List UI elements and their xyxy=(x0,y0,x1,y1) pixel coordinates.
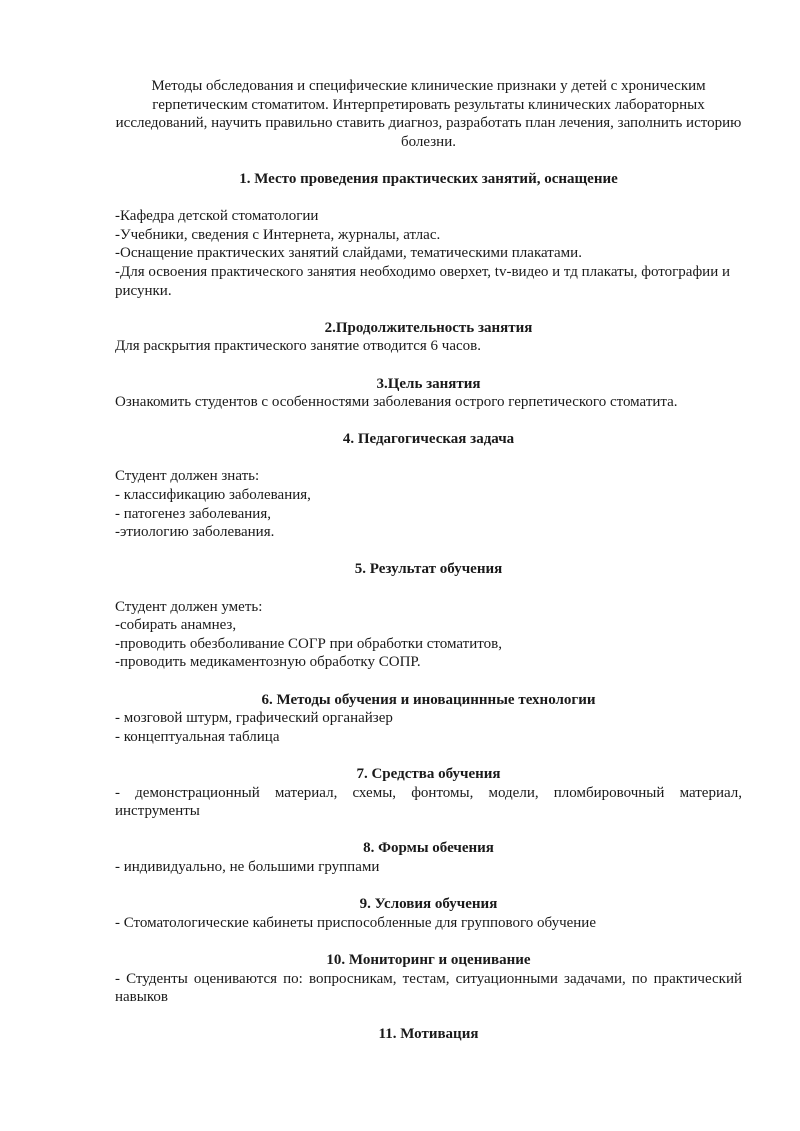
section-5-line-3: -проводить обезболивание СОГР при обработки стоматитов, xyxy=(115,635,502,652)
section-4-list xyxy=(115,467,742,541)
section-10-title: 10. Мониторинг и оценивание xyxy=(326,951,531,968)
section-2-title: 2.Продолжительность занятия xyxy=(324,319,533,336)
section-9-title: 9. Условия обучения xyxy=(359,896,498,913)
section-1-list xyxy=(115,207,742,300)
section-6-list xyxy=(115,709,742,746)
section-3-text: Ознакомить студентов с особенностями заболевания острого герпетического стоматита. xyxy=(115,394,678,411)
intro-paragraph: Методы обследования и специфические клинические признаки у детей с хроническим герпетическим стоматитом. Интерпретировать результаты клинических лабораторных исследований, научить правильно ставить диагноз, разработать план лечения, заполнить историю болезни. xyxy=(115,78,742,150)
section-4-line-3: - патогенез заболевания, xyxy=(115,505,271,522)
section-7-text: - демонстрационный материал, схемы, фонтомы, модели, пломбировочный материал, инструменты xyxy=(115,784,742,820)
section-1-line-4: -Для освоения практического занятия необходимо оверхет, tv-видео и тд плакаты, фотографии и рисунки. xyxy=(115,263,731,299)
section-4-line-2: - классификацию заболевания, xyxy=(115,487,311,504)
section-3-title: 3.Цель занятия xyxy=(376,375,481,392)
section-6-line-2: - концептуальная таблица xyxy=(115,728,280,745)
section-2-text: Для раскрытия практического занятие отводится 6 часов. xyxy=(115,338,481,355)
section-5-line-4: -проводить медикаментозную обработку СОПР. xyxy=(115,654,421,671)
section-8-title: 8. Формы обечения xyxy=(363,840,494,857)
section-1-line-2: -Учебники, сведения с Интернета, журналы, атлас. xyxy=(115,226,441,243)
section-5-line-2: -собирать анамнез, xyxy=(115,617,237,634)
section-7-title: 7. Средства обучения xyxy=(356,765,501,782)
section-5-list xyxy=(115,598,742,672)
section-6-title: 6. Методы обучения и иновациннные технологии xyxy=(261,691,596,708)
document-body xyxy=(115,77,742,1044)
section-1-line-1: -Кафедра детской стоматологии xyxy=(115,208,319,225)
section-4-title: 4. Педагогическая задача xyxy=(342,431,515,448)
section-6-line-1: - мозговой штурм, графический органайзер xyxy=(115,710,393,727)
section-1-title: 1. Место проведения практических занятий, оснащение xyxy=(239,170,618,187)
section-8-text: - индивидуально, не большими группами xyxy=(115,858,380,875)
section-1-line-3: -Оснащение практических занятий слайдами, тематическими плакатами. xyxy=(115,245,582,262)
section-10-text: - Студенты оцениваются по: вопросникам, тестам, ситуационными задачами, по практический навыков xyxy=(115,970,742,1006)
section-4-line-1: Студент должен знать: xyxy=(115,468,260,485)
section-9-text: - Стоматологические кабинеты приспособленные для группового обучение xyxy=(115,914,596,931)
section-11-title: 11. Мотивация xyxy=(378,1026,479,1043)
section-4-line-4: -этиологию заболевания. xyxy=(115,524,275,541)
section-5-line-1: Студент должен уметь: xyxy=(115,598,263,615)
section-5-title: 5. Результат обучения xyxy=(354,561,503,578)
